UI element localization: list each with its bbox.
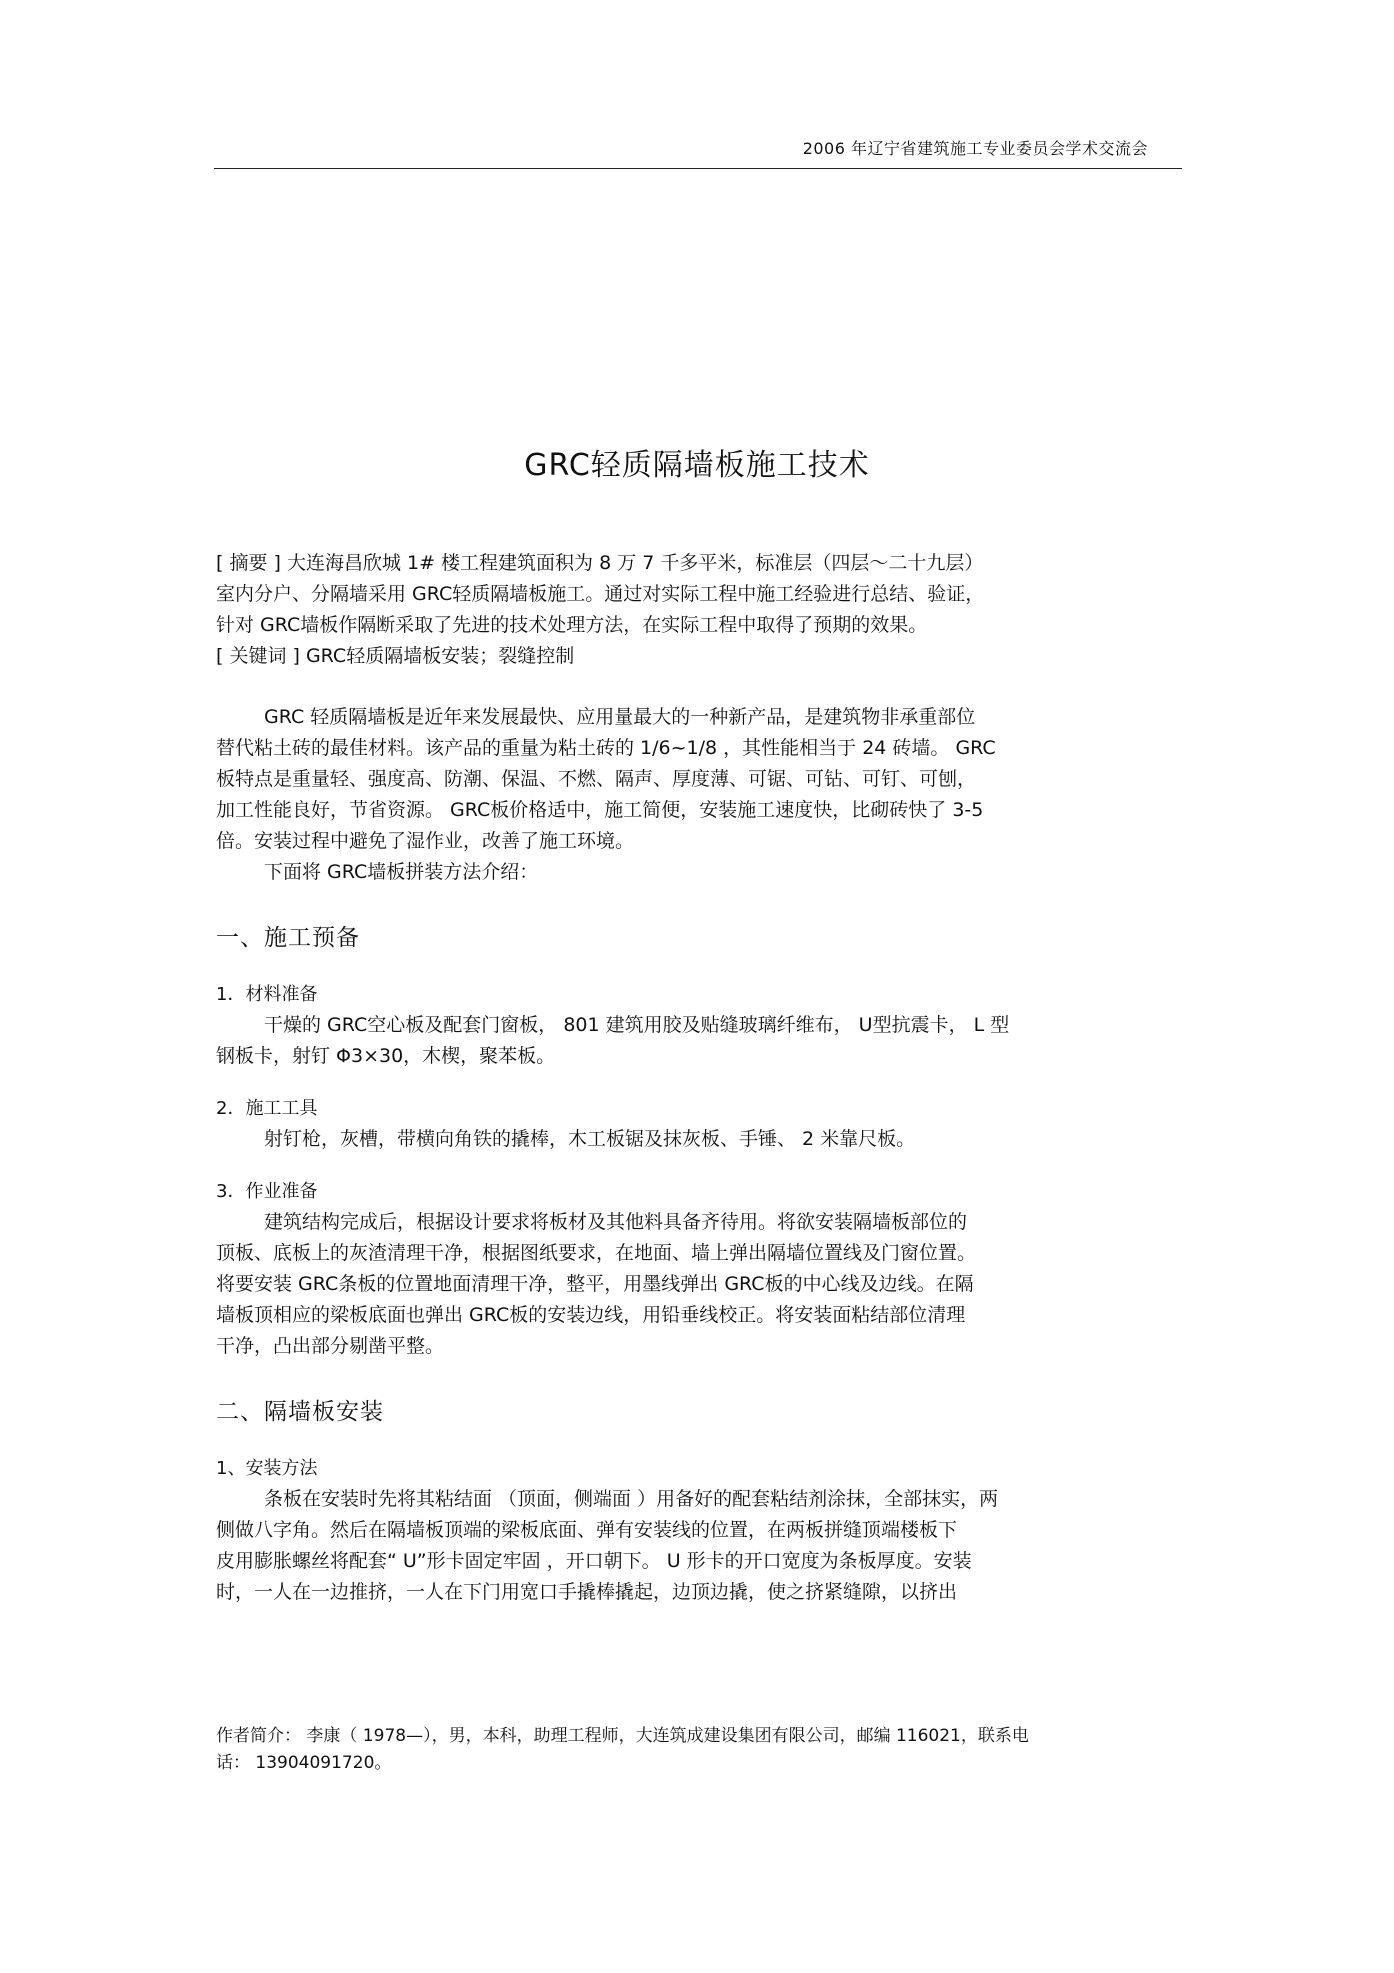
subsection-heading: 2．施工工具	[216, 1098, 318, 1119]
spacer	[216, 888, 1196, 918]
intro-paragraph	[216, 702, 1196, 888]
paragraph-line: 干净，凸出部分剔凿平整。	[216, 1335, 445, 1357]
paragraph-line: 建筑结构完成后，根据设计要求将板材及其他料具备齐待用。将欲安装隔墙板部位的	[264, 1211, 968, 1233]
spacer	[216, 1362, 1196, 1392]
abstract	[216, 548, 1196, 672]
paragraph-line: 将要安装 GRC条板的位置地面清理干净，整平，用墨线弹出 GRC板的中心线及边线。在隔	[216, 1273, 974, 1295]
header-divider	[214, 168, 1182, 169]
author-note-line: 作者简介： 李康（ 1978—），男，本科，助理工程师，大连筑成建设集团有限公司，邮编 116021，联系电	[216, 1726, 1029, 1746]
paper-body	[216, 548, 1196, 1608]
subsection-heading: 1．材料准备	[216, 984, 318, 1005]
paragraph-line: 时，一人在一边推挤，一人在下门用宽口手撬棒撬起，边顶边撬，使之挤紧缝隙，以挤出	[216, 1581, 958, 1603]
abstract-line: [ 摘要 ] 大连海昌欣城 1# 楼工程建筑面积为 8 万 7 千多平米，标准层（四层～二十九层）	[216, 552, 984, 574]
subsection-heading: 1、安装方法	[216, 1458, 318, 1479]
section-heading-1: 一、施工预备	[216, 925, 360, 951]
intro-line: 板特点是重量轻、强度高、防潮、保温、不燃、隔声、厚度薄、可锯、可钻、可钉、可刨，	[216, 768, 977, 790]
paragraph-line: 顶板、底板上的灰渣清理干净，根据图纸要求，在地面、墙上弹出隔墙位置线及门窗位置。	[216, 1242, 977, 1264]
paragraph-line: 条板在安装时先将其粘结面 （顶面，侧端面 ）用备好的配套粘结剂涂抹，全部抹实，两	[264, 1488, 999, 1510]
paragraph-line: 干燥的 GRC空心板及配套门窗板， 801 建筑用胶及贴缝玻璃纤维布， U型抗震卡， L 型	[264, 1014, 1010, 1036]
subsection-heading: 3．作业准备	[216, 1181, 318, 1202]
paper-title: GRC轻质隔墙板施工技术	[524, 448, 870, 483]
keywords: [ 关键词 ] GRC轻质隔墙板安装；裂缝控制	[216, 645, 575, 667]
intro-next: 下面将 GRC墙板拼装方法介绍：	[264, 861, 539, 883]
intro-line: 加工性能良好，节省资源。 GRC板价格适中，施工简便，安装施工速度快，比砌砖快了 3-5	[216, 799, 984, 821]
author-note-line: 话： 13904091720。	[216, 1753, 392, 1773]
spacer	[216, 1432, 1196, 1454]
paragraph-line: 射钉枪，灰槽，带横向角铁的撬棒，木工板锯及抹灰板、手锤、 2 米靠尺板。	[264, 1128, 916, 1150]
spacer	[216, 958, 1196, 980]
paragraph-line: 钢板卡，射钉 Φ3×30，木楔，聚苯板。	[216, 1045, 556, 1067]
intro-line: 倍。安装过程中避免了湿作业，改善了施工环境。	[216, 830, 635, 852]
spacer	[216, 1072, 1196, 1094]
abstract-line: 针对 GRC墙板作隔断采取了先进的技术处理方法，在实际工程中取得了预期的效果。	[216, 614, 928, 636]
spacer	[216, 672, 1196, 702]
spacer	[216, 1155, 1196, 1177]
paragraph-line: 皮用膨胀螺丝将配套“ U”形卡固定牢固 ，开口朝下。 U 形卡的开口宽度为条板厚度。安装	[216, 1550, 972, 1572]
paragraph-line: 侧做八字角。然后在隔墙板顶端的梁板底面、弹有安装线的位置，在两板拼缝顶端楼板下	[216, 1519, 958, 1541]
intro-line: GRC 轻质隔墙板是近年来发展最快、应用量最大的一种新产品，是建筑物非承重部位	[264, 706, 976, 728]
abstract-line: 室内分户、分隔墙采用 GRC轻质隔墙板施工。通过对实际工程中施工经验进行总结、验证，	[216, 583, 985, 605]
paragraph-line: 墙板顶相应的梁板底面也弹出 GRC板的安装边线，用铅垂线校正。将安装面粘结部位清理	[216, 1304, 966, 1326]
running-header: 2006 年辽宁省建筑施工专业委员会学术交流会	[802, 139, 1148, 158]
intro-line: 替代粘土砖的最佳材料。该产品的重量为粘土砖的 1/6~1/8 ，其性能相当于 24 砖墙。 GRC	[216, 737, 996, 759]
section-heading-2: 二、隔墙板安装	[216, 1399, 384, 1425]
author-note	[216, 1723, 1196, 1777]
